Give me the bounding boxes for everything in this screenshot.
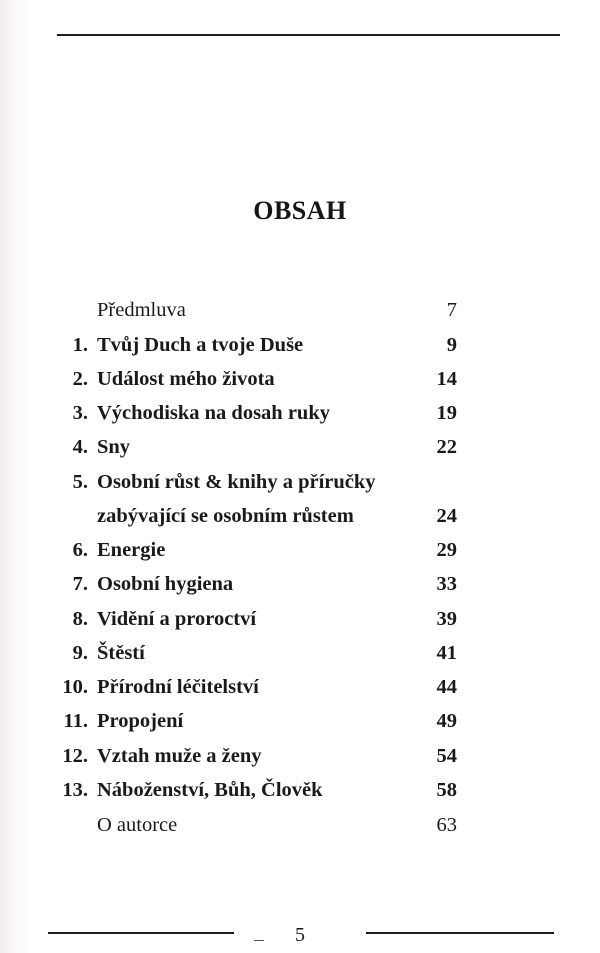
toc-entry-label: Sny [97, 436, 131, 458]
toc-entry-page: 33 [436, 573, 457, 595]
toc-entry-page: 63 [436, 814, 457, 836]
toc-entry-page: 58 [436, 779, 457, 801]
toc-entry-12 [0, 741, 600, 771]
toc-entry-label: Energie [97, 539, 166, 561]
toc-entry-number: 11. [63, 710, 88, 732]
toc-entry-page: 41 [436, 642, 457, 664]
toc-entry-page: 14 [436, 368, 457, 390]
toc-entry-label: Štěstí [97, 642, 145, 664]
toc-entry-4 [0, 432, 600, 462]
toc-entry-number: 12. [62, 745, 88, 767]
toc-entry-number: 2. [72, 368, 88, 390]
toc-entry-6 [0, 535, 600, 565]
toc-entry-label: Vztah muže a ženy [97, 745, 262, 767]
toc-entry-label: Východiska na dosah ruky [97, 402, 330, 424]
toc-entry-number: 4. [72, 436, 88, 458]
toc-entry-13 [0, 775, 600, 805]
footer-rule-left [48, 932, 234, 934]
page-title: OBSAH [253, 196, 347, 225]
toc-entry-10 [0, 672, 600, 702]
toc-entry-preface [0, 295, 600, 325]
page-number: 5 [295, 924, 305, 946]
toc-entry-number: 6. [72, 539, 88, 561]
toc-entry-label: Propojení [97, 710, 184, 732]
toc-entry-11 [0, 706, 600, 736]
toc-entry-label: Osobní hygiena [97, 573, 234, 595]
toc-entry-7 [0, 569, 600, 599]
toc-entry-number: 10. [62, 676, 88, 698]
footer-rule-right [366, 932, 554, 934]
toc-entry-label: Událost mého života [97, 368, 275, 390]
toc-entry-label: Vidění a proroctví [97, 608, 257, 630]
toc-entry-label: zabývající se osobním růstem [97, 505, 354, 527]
toc-entry-label: Osobní růst & knihy a příručky [97, 471, 376, 493]
toc-entry-label: Tvůj Duch a tvoje Duše [97, 334, 304, 356]
toc-entry-number: 13. [62, 779, 88, 801]
toc-entry-number: 9. [72, 642, 88, 664]
toc-entry-number: 5. [72, 471, 88, 493]
toc-entry-number: 8. [72, 608, 88, 630]
toc-entry-2 [0, 364, 600, 394]
toc-entry-label: Náboženství, Bůh, Člověk [97, 779, 323, 801]
toc-entry-number: 3. [72, 402, 88, 424]
footer-dash-mark [254, 940, 264, 941]
toc-entry-page: 19 [436, 402, 457, 424]
toc-entry-page: 29 [436, 539, 457, 561]
toc-entry-page: 22 [436, 436, 457, 458]
toc-entry-5-continued [0, 501, 600, 531]
toc-entry-page: 7 [446, 299, 457, 321]
toc-entry-label: Předmluva [97, 299, 186, 321]
toc-entry-1 [0, 330, 600, 360]
toc-entry-page: 49 [436, 710, 457, 732]
toc-entry-3 [0, 398, 600, 428]
toc-entry-page: 39 [436, 608, 457, 630]
toc-entry-label: O autorce [97, 814, 178, 836]
toc-entry-9 [0, 638, 600, 668]
toc-entry-page: 44 [436, 676, 457, 698]
toc-entry-page: 54 [436, 745, 457, 767]
toc-entry-8 [0, 604, 600, 634]
toc-entry-label: Přírodní léčitelství [97, 676, 259, 698]
toc-entry-5 [0, 467, 600, 497]
toc-entry-number: 1. [72, 334, 88, 356]
toc-entry-number: 7. [72, 573, 88, 595]
toc-entry-about-author [0, 810, 600, 840]
toc-entry-page: 24 [436, 505, 457, 527]
toc-entry-page: 9 [446, 334, 457, 356]
